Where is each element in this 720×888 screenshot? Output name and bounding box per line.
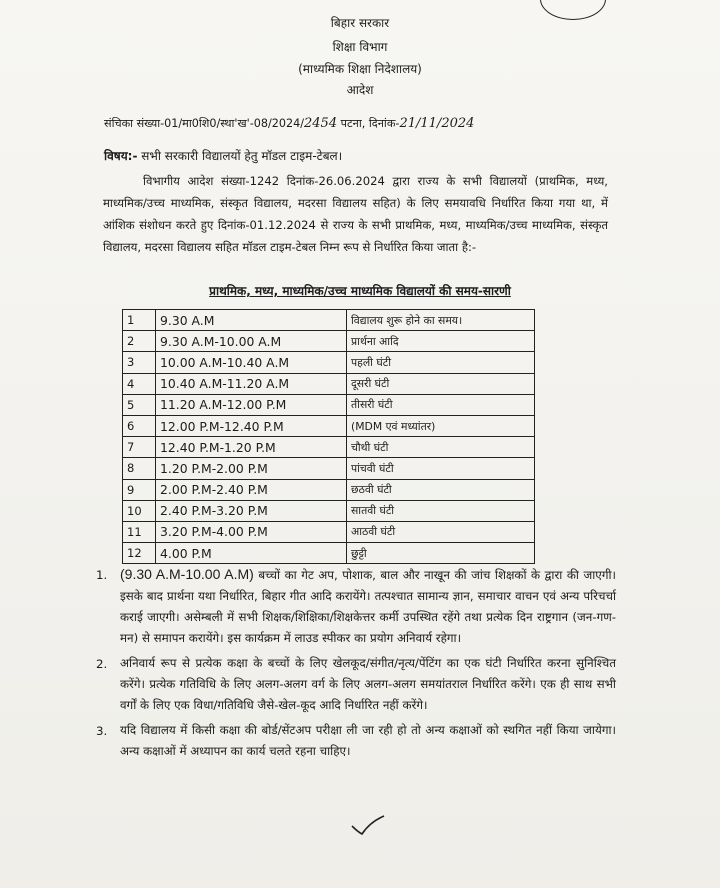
intro-paragraph: विभागीय आदेश संख्या-1242 दिनांक-26.06.2024 द्वारा राज्य के सभी विद्यालयों (प्राथमिक, मध्य, माध्यमिक/उच्च माध्यमिक, संस्कृत विद्यालय, मदरसा विद्यालय सहित) के लिए समयावधि निर्धारित किया गया था, में आंशिक संशोधन करते हुए दिनांक-01.12.2024 से राज्य के सभी प्राथमिक, मध्य, माध्यमिक/उच्च माध्यमिक, संस्कृत विद्यालय, मदरसा विद्यालय सहित मॉडल टाइम-टेबल निम्न रूप से निर्धारित किया जाता है:- — [103, 174, 608, 254]
government-title: बिहार सरकार — [330, 16, 390, 30]
row-number: 11 — [123, 521, 156, 542]
directorate-title: (माध्यमिक शिक्षा निदेशालय) — [298, 62, 422, 76]
row-time: 2.40 P.M-3.20 P.M — [156, 500, 347, 521]
instruction-text: अनिवार्य रूप से प्रत्येक कक्षा के बच्चों के लिए खेलकूद/संगीत/नृत्य/पेंटिंग का एक घंटी निर्धारित करना सुनिश्चित करेंगे। प्रत्येक गतिविधि के लिए अलग-अलग वर्ग के लिए अलग-अलग समयांतराल निर्धारित करेंगे। एक ही साथ सभी वर्गों के लिए एक विधा/गतिविधि जैसे-खेल-कूद आदि निर्धारित नहीं करेंगे। — [120, 656, 616, 712]
instruction-text: यदि विद्यालय में किसी कक्षा की बोर्ड/सेंटअप परीक्षा ली जा रही हो तो अन्य कक्षाओं को स्थगित नहीं किया जायेगा। अन्य कक्षाओं में अध्यापन का कार्य चलते रहना चाहिए। — [120, 723, 616, 758]
row-number: 8 — [123, 458, 156, 479]
schedule-row — [123, 310, 535, 331]
schedule-row — [123, 415, 535, 436]
place-date-label: पटना, दिनांक- — [340, 117, 400, 130]
schedule-row — [123, 500, 535, 521]
row-time: 12.40 P.M-1.20 P.M — [156, 437, 347, 458]
subject-label: विषय:- — [104, 149, 138, 163]
row-number: 7 — [123, 437, 156, 458]
instruction-item — [96, 653, 616, 716]
schedule-row — [123, 394, 535, 415]
instruction-text: बच्चों का गेट अप, पोशाक, बाल और नाखून की जांच शिक्षकों के द्वारा की जाएगी। इसके बाद प्रार्थना यथा निर्धारित, बिहार गीत आदि करायेंगे। तत्पश्चात सामान्य ज्ञान, समाचार वाचन एवं अन्य परिचर्चा कराई जाएगी। असेम्बली में सभी शिक्षक/शिक्षिका/शिक्षकेत्तर कर्मी उपस्थित रहेंगे तथा प्रत्येक दिन राष्ट्रगान (जन-गण-मन) से समापन करायेंगे। इस कार्यक्रम में लाउड स्पीकर का प्रयोग अनिवार्य रहेगा। — [120, 568, 616, 645]
row-activity: चौथी घंटी — [347, 437, 535, 458]
row-time: 2.00 P.M-2.40 P.M — [156, 479, 347, 500]
schedule-row — [123, 479, 535, 500]
schedule-row — [123, 331, 535, 352]
schedule-table — [122, 309, 535, 564]
instruction-number: 1. — [96, 568, 108, 582]
schedule-row — [123, 543, 535, 564]
order-label: आदेश — [346, 83, 374, 97]
row-number: 3 — [123, 352, 156, 373]
row-activity: सातवी घंटी — [347, 500, 535, 521]
row-activity: पहली घंटी — [347, 352, 535, 373]
row-activity: पांचवी घंटी — [347, 458, 535, 479]
signature-tick-mark — [348, 812, 388, 838]
instruction-item — [96, 720, 616, 762]
row-activity: छठवी घंटी — [347, 479, 535, 500]
row-time: 11.20 A.M-12.00 P.M — [156, 394, 347, 415]
schedule-row — [123, 437, 535, 458]
row-number: 1 — [123, 310, 156, 331]
row-time: 9.30 A.M-10.00 A.M — [156, 331, 347, 352]
row-number: 4 — [123, 373, 156, 394]
row-number: 5 — [123, 394, 156, 415]
row-time: 10.40 A.M-11.20 A.M — [156, 373, 347, 394]
row-number: 10 — [123, 500, 156, 521]
row-time: 9.30 A.M — [156, 310, 347, 331]
instruction-time: (9.30 A.M-10.00 A.M) — [120, 566, 254, 582]
schedule-row — [123, 352, 535, 373]
row-activity: तीसरी घंटी — [347, 394, 535, 415]
row-number: 12 — [123, 543, 156, 564]
row-number: 6 — [123, 415, 156, 436]
handwritten-date: 21/11/2024 — [399, 116, 475, 131]
instructions-list — [96, 564, 616, 766]
instruction-item — [96, 564, 616, 649]
table-title — [0, 282, 720, 299]
row-activity: छुट्टी — [347, 543, 535, 564]
memo-number: संचिका संख्या-01/मा0शि0/स्था'ख'-08/2024/ — [104, 117, 305, 130]
memo-handwritten-number: 2454 — [304, 116, 338, 131]
row-activity: (MDM एवं मध्यांतर) — [347, 415, 535, 436]
schedule-row — [123, 521, 535, 542]
department-title: शिक्षा विभाग — [332, 40, 388, 54]
instruction-number: 3. — [96, 724, 108, 738]
row-time: 12.00 P.M-12.40 P.M — [156, 415, 347, 436]
table-title-text: प्राथमिक, मध्य, माध्यमिक/उच्च माध्यमिक विद्यालयों की समय-सारणी — [209, 284, 511, 298]
subject-text: सभी सरकारी विद्यालयों हेतु मॉडल टाइम-टेबल। — [141, 149, 343, 163]
instruction-number: 2. — [96, 657, 108, 671]
row-activity: आठवी घंटी — [347, 521, 535, 542]
row-time: 3.20 P.M-4.00 P.M — [156, 521, 347, 542]
row-activity: विद्यालय शुरू होने का समय। — [347, 310, 535, 331]
row-number: 9 — [123, 479, 156, 500]
row-time: 4.00 P.M — [156, 543, 347, 564]
row-time: 10.00 A.M-10.40 A.M — [156, 352, 347, 373]
row-activity: दूसरी घंटी — [347, 373, 535, 394]
row-time: 1.20 P.M-2.00 P.M — [156, 458, 347, 479]
subject-line — [104, 147, 342, 164]
schedule-row — [123, 373, 535, 394]
row-number: 2 — [123, 331, 156, 352]
reference-line — [104, 116, 474, 131]
row-activity: प्रार्थना आदि — [347, 331, 535, 352]
schedule-row — [123, 458, 535, 479]
